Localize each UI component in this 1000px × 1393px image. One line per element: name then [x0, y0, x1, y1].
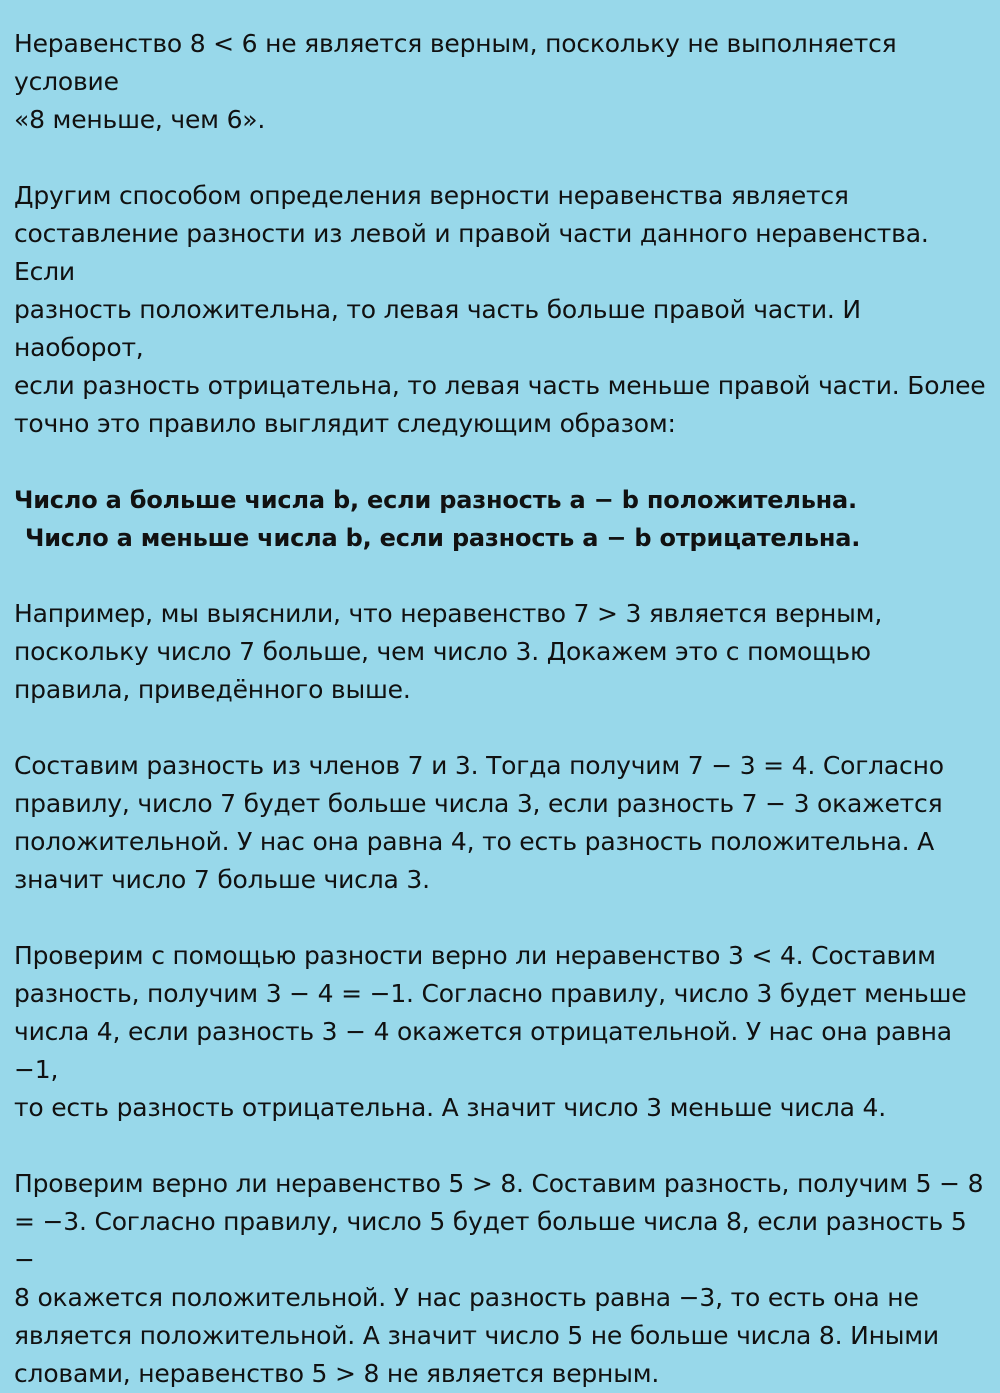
- text-line: является положительной. А значит число 5 не больше числа 8. Иными: [14, 1321, 939, 1350]
- text-line: Неравенство 8 < 6 не является верным, поскольку не выполняется условие: [14, 29, 897, 96]
- text-line: значит число 7 больше числа 3.: [14, 865, 430, 894]
- text-line: положительной. У нас она равна 4, то есть разность положительна. А: [14, 827, 934, 856]
- paragraph-example-intro: [14, 595, 986, 709]
- text-line: Другим способом определения верности неравенства является: [14, 181, 849, 210]
- text-line: словами, неравенство 5 > 8 не является верным.: [14, 1359, 660, 1388]
- text-line: если разность отрицательна, то левая часть меньше правой части. Более: [14, 371, 986, 400]
- text-line: составление разности из левой и правой части данного неравенства. Если: [14, 219, 929, 286]
- rule-greater: Число a больше числа b, если разность a − b положительна.: [14, 486, 857, 514]
- text-line: правила, приведённого выше.: [14, 675, 411, 704]
- paragraph-example-5-8: [14, 1165, 986, 1393]
- paragraph-inequality-false: [14, 25, 986, 139]
- text-line: точно это правило выглядит следующим образом:: [14, 409, 676, 438]
- text-line: то есть разность отрицательна. А значит число 3 меньше числа 4.: [14, 1093, 886, 1122]
- text-line: = −3. Согласно правилу, число 5 будет больше числа 8, если разность 5 −: [14, 1207, 967, 1274]
- text-line: правилу, число 7 будет больше числа 3, если разность 7 − 3 окажется: [14, 789, 943, 818]
- text-line: Составим разность из членов 7 и 3. Тогда получим 7 − 3 = 4. Согласно: [14, 751, 944, 780]
- paragraph-example-3-4: [14, 937, 986, 1127]
- text-line: разность, получим 3 − 4 = −1. Согласно правилу, число 3 будет меньше: [14, 979, 967, 1008]
- text-line: поскольку число 7 больше, чем число 3. Докажем это с помощью: [14, 637, 871, 666]
- text-line: Проверим верно ли неравенство 5 > 8. Составим разность, получим 5 − 8: [14, 1169, 984, 1198]
- text-line: числа 4, если разность 3 − 4 окажется отрицательной. У нас она равна −1,: [14, 1017, 952, 1084]
- rule-less: Число a меньше числа b, если разность a − b отрицательна.: [25, 524, 861, 552]
- text-line: 8 окажется положительной. У нас разность равна −3, то есть она не: [14, 1283, 919, 1312]
- text-line: «8 меньше, чем 6».: [14, 105, 266, 134]
- text-line: Например, мы выяснили, что неравенство 7 > 3 является верным,: [14, 599, 883, 628]
- text-line: Проверим с помощью разности верно ли неравенство 3 < 4. Составим: [14, 941, 936, 970]
- paragraph-difference-method: [14, 177, 986, 443]
- text-line: разность положительна, то левая часть больше правой части. И наоборот,: [14, 295, 861, 362]
- paragraph-example-7-3: [14, 747, 986, 899]
